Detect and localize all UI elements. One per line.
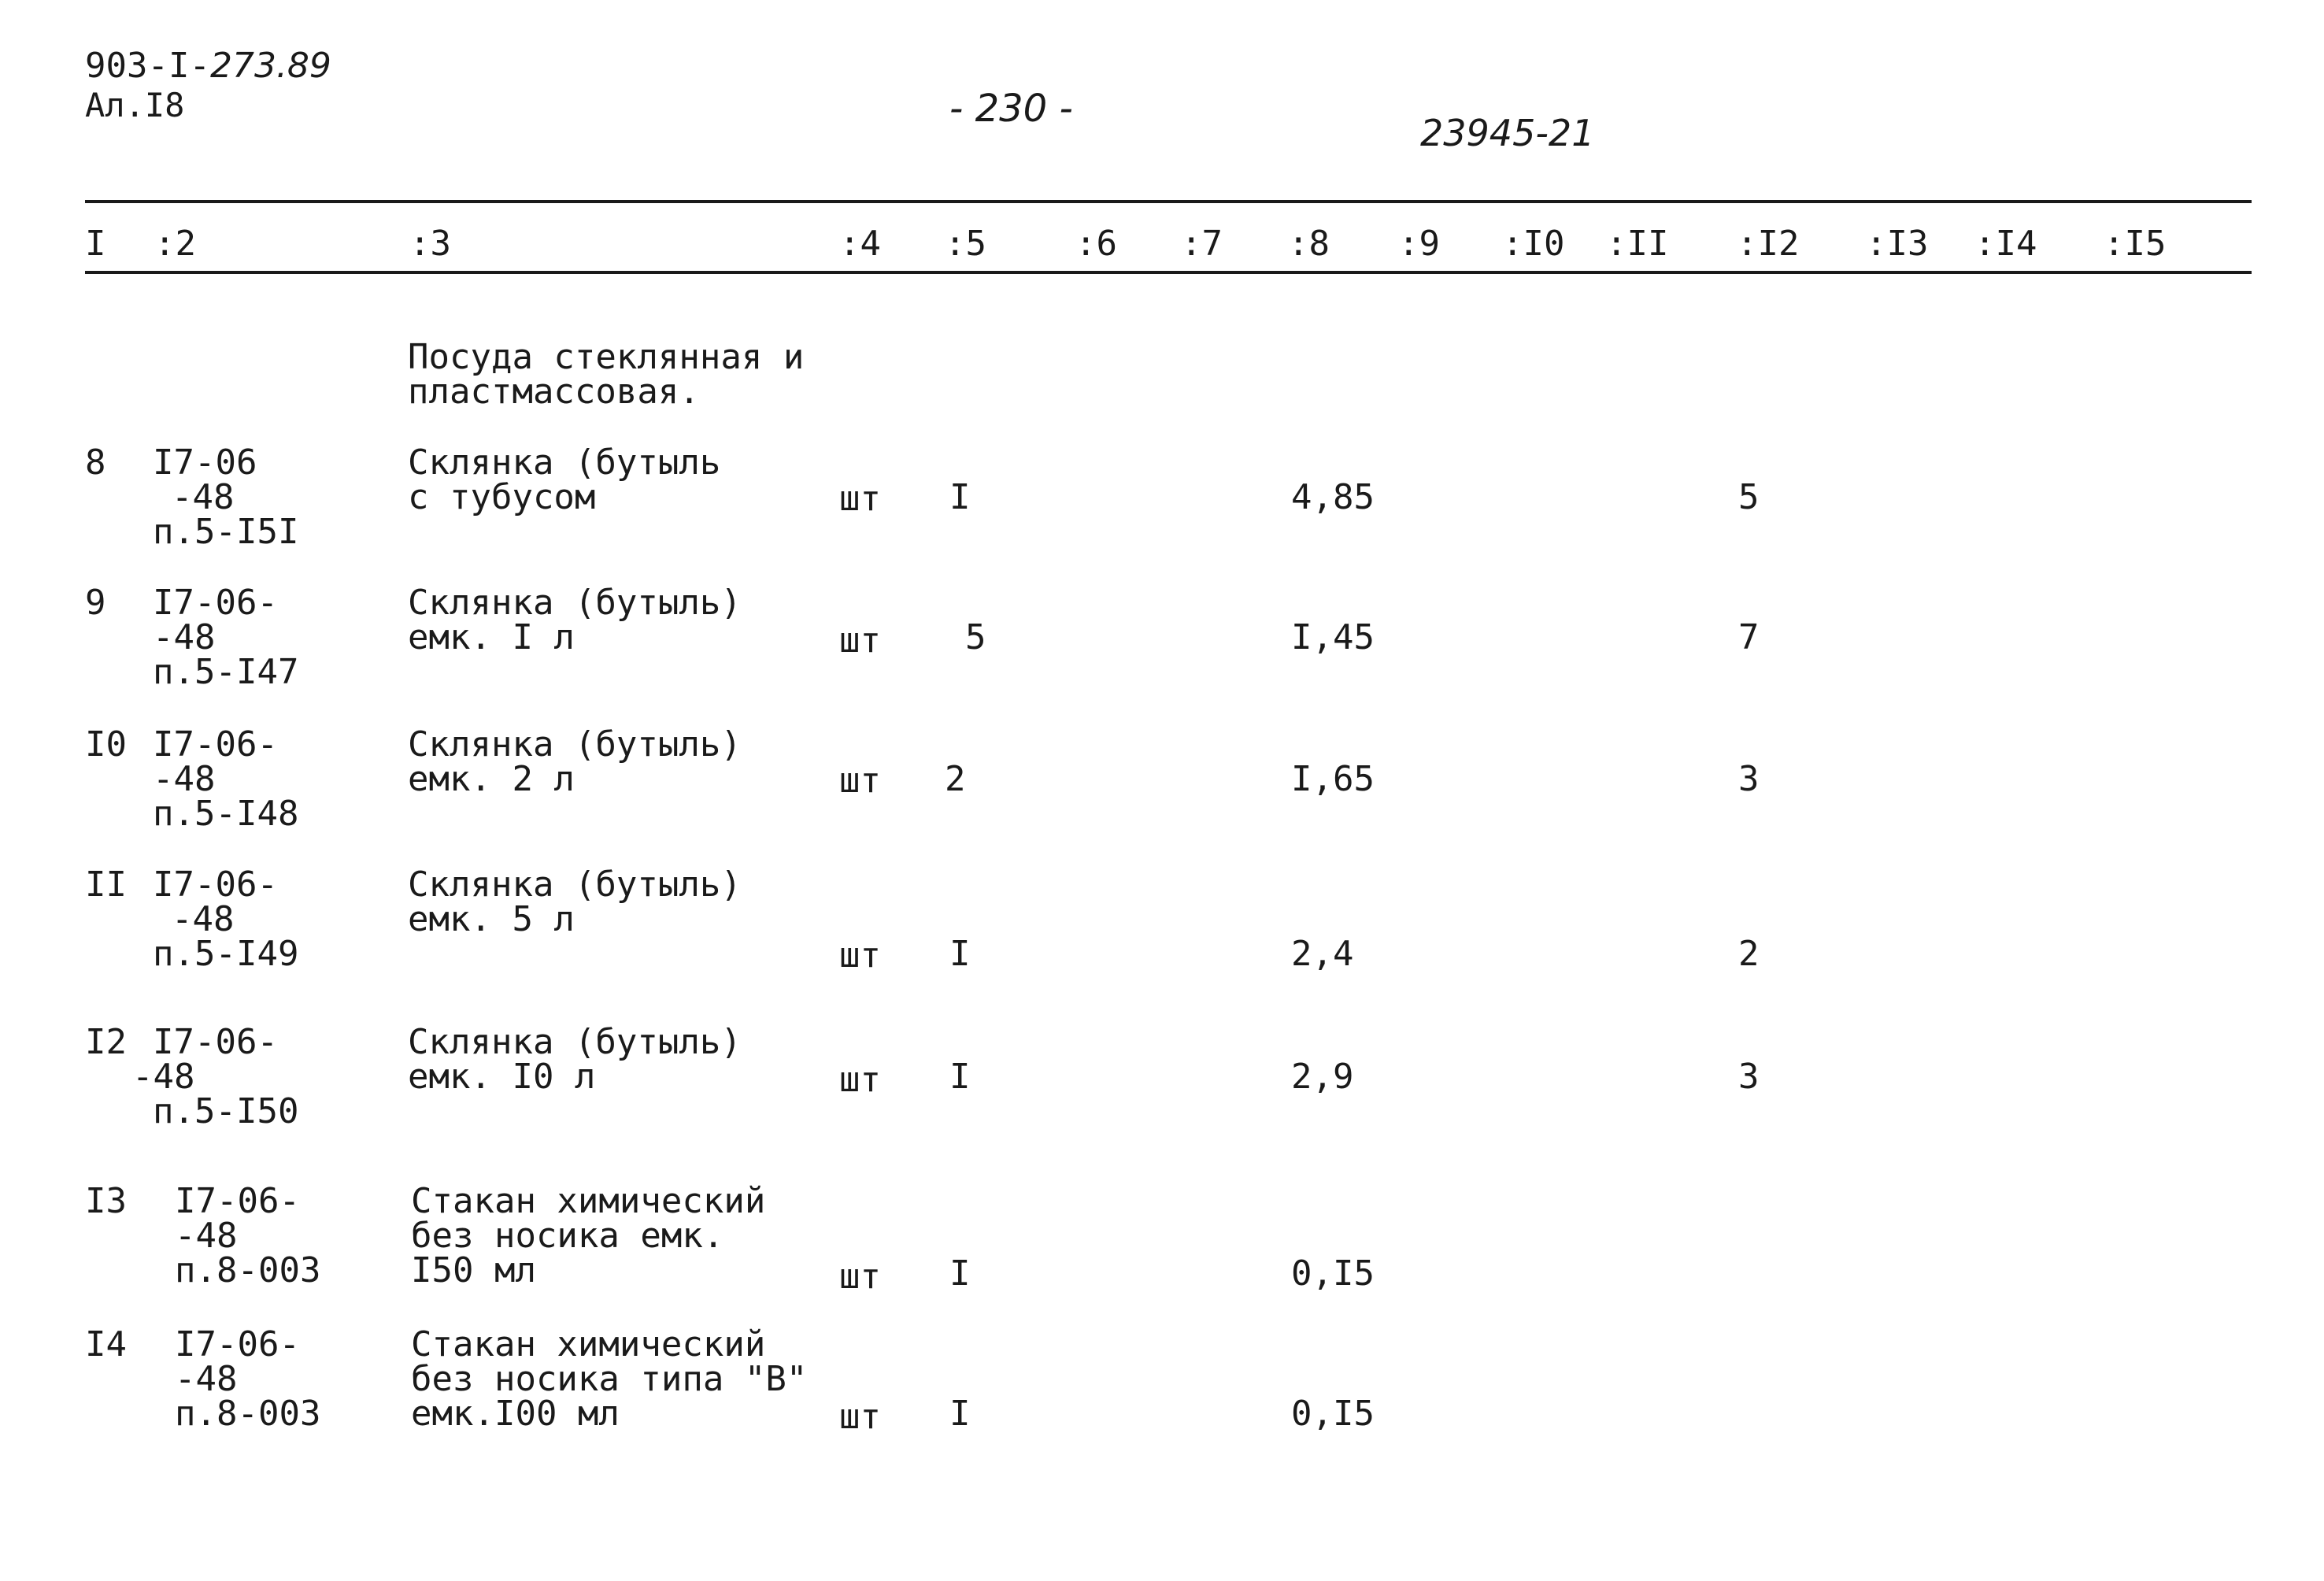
row-code-line: I7-06- [153,724,278,765]
row-number: 9 [85,583,106,623]
row-quantity: I [949,477,971,517]
row-unit: шт [839,479,881,519]
row-name [408,583,742,657]
row-number: 8 [85,442,106,483]
row-quantity: I [949,1394,971,1434]
column-header-12: :I2 [1737,224,1800,264]
row-code-line: I7-06- [153,1022,278,1062]
section-title [408,337,805,412]
page-number: - 230 - [949,87,1073,131]
row-code-line: I7-06- [153,865,278,905]
column-header-9: :9 [1398,224,1440,264]
row-code [153,583,299,692]
row-code-line: I7-06- [153,583,278,623]
row-unit: шт [839,620,881,661]
row-name-line: Стакан химический [411,1181,766,1221]
row-code-line: п.8-003 [175,1394,321,1434]
row-name-line: Стакан химический [411,1324,766,1364]
row-name-line: без носика типа "В" [411,1359,808,1399]
document-code [85,46,331,86]
column-header-3: :3 [409,224,451,264]
row-price: 0,I5 [1291,1394,1375,1434]
row-number: I2 [85,1022,127,1062]
row-col12: 3 [1738,759,1760,799]
row-code-line: -48 [175,1216,238,1256]
row-code [175,1324,321,1434]
row-code-line: I7-06- [175,1181,300,1221]
column-header-1: I [85,224,106,264]
row-unit: шт [839,935,881,976]
row-code [175,1181,321,1290]
row-name-line: Склянка (бутыль [408,442,721,483]
header-rule-top [85,200,2252,203]
header-rule-bottom [85,271,2252,274]
row-code-line: п.5-I47 [153,652,299,692]
row-unit: шт [839,1257,881,1297]
row-number: I0 [85,724,127,765]
row-name-line: без носика емк. [411,1216,724,1256]
row-price: 2,4 [1291,934,1354,974]
column-header-4: :4 [839,224,881,264]
row-code-line: п.5-I5I [153,512,299,552]
row-col12: 5 [1738,477,1760,517]
column-header-15: :I5 [2104,224,2167,264]
row-name-line: емк. 2 л [408,759,575,799]
row-price: I,45 [1291,617,1375,657]
document-code-prefix: 903-I- [85,46,210,86]
row-quantity: 2 [945,759,966,799]
document-code-handwritten: 273.89 [209,46,331,86]
row-number: II [85,865,127,905]
row-code-line: I7-06 [153,442,257,483]
column-header-10: :I0 [1502,224,1565,264]
row-code-line: -48 [172,477,235,517]
registration-number: 23945-21 [1420,112,1595,154]
row-name-line: Склянка (бутыль) [408,1022,742,1062]
row-number: I3 [85,1181,127,1221]
row-code-line: -48 [153,617,216,657]
row-code [153,442,299,552]
row-name [411,1324,808,1434]
row-unit: шт [839,1397,881,1437]
row-price: 0,I5 [1291,1253,1375,1294]
column-header-8: :8 [1288,224,1330,264]
row-number: I4 [85,1324,127,1364]
row-name-line: емк. I0 л [408,1057,596,1097]
row-code-line: п.5-I48 [153,794,299,834]
row-name-line: с тубусом [408,477,596,517]
column-header-5: :5 [945,224,986,264]
row-code-line: I7-06- [175,1324,300,1364]
row-code [153,865,299,974]
row-quantity: I [949,1057,971,1097]
row-price: 2,9 [1291,1057,1354,1097]
row-name-line: емк.I00 мл [411,1394,620,1434]
row-quantity: I [949,934,971,974]
row-code-line: п.8-003 [175,1250,321,1290]
row-code [153,724,299,834]
row-price: I,65 [1291,759,1375,799]
row-col12: 3 [1738,1057,1760,1097]
row-name [408,724,742,799]
column-header-6: :6 [1075,224,1117,264]
section-title-line: Посуда стеклянная и [408,337,805,377]
column-header-13: :I3 [1866,224,1929,264]
row-name [408,442,721,517]
row-price: 4,85 [1291,477,1375,517]
section-title-line: пластмассовая. [408,372,700,412]
row-name [408,1022,742,1097]
row-name-line: Склянка (бутыль) [408,724,742,765]
row-unit: шт [839,1060,881,1100]
row-name [411,1181,766,1290]
row-name-line: Склянка (бутыль) [408,583,742,623]
column-header-7: :7 [1181,224,1223,264]
column-header-14: :I4 [1974,224,2037,264]
column-header-11: :II [1606,224,1669,264]
row-unit: шт [839,761,881,801]
row-code-line: -48 [172,899,235,939]
sheet-label: Ал.I8 [85,86,185,124]
row-code-line: п.5-I49 [153,934,299,974]
row-code-line: п.5-I50 [153,1091,299,1131]
row-col12: 7 [1738,617,1760,657]
row-quantity: I [949,1253,971,1294]
row-code [132,1022,299,1131]
row-quantity: 5 [965,617,986,657]
row-name-line: емк. 5 л [408,899,575,939]
column-header-2: :2 [154,224,196,264]
row-code-line: -48 [153,759,216,799]
row-name-line: емк. I л [408,617,575,657]
row-name-line: Склянка (бутыль) [408,865,742,905]
row-code-line: -48 [175,1359,238,1399]
row-name-line: I50 мл [411,1250,536,1290]
row-col12: 2 [1738,934,1760,974]
row-name [408,865,742,939]
row-code-line: -48 [132,1057,195,1097]
